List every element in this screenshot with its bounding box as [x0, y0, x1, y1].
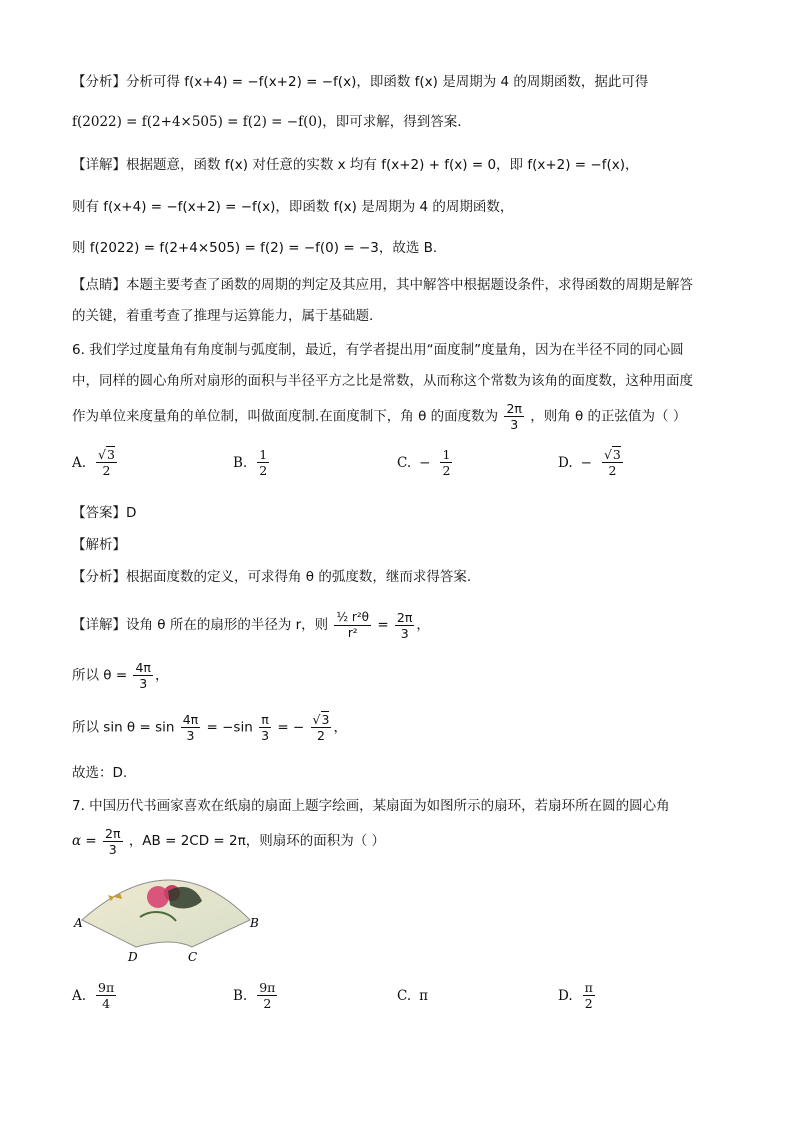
- fan-label-a: A: [74, 916, 83, 930]
- comment-line-2: 的关键，着重考查了推理与运算能力，属于基础题.: [72, 308, 374, 324]
- q6-option-a-label: A.: [72, 454, 87, 471]
- q6-line-3-post: ，则角 θ 的正弦值为（ ）: [530, 408, 687, 425]
- detail-line-2: 则有 f(x+4) = −f(x+2) = −f(x)，即函数 f(x) 是周期为 4 的周期函数，: [72, 199, 514, 215]
- q6-analysis: 【分析】根据面度数的定义，可求得角 θ 的弧度数，继而求得答案.: [72, 569, 472, 585]
- q7-option-a-label: A.: [72, 987, 87, 1004]
- q6-detail: 【详解】设角 θ 所在的扇形的半径为 r，则 $\frac{\text{½ r²θ}}{\text{r²}}$ = $\frac{2\pi}{3}$ ，: [72, 609, 430, 641]
- q6-therefore-2-pre: 所以 sin θ = sin: [72, 719, 175, 736]
- q6-line-3-pre: 作为单位来度量角的单位制，叫做面度制.在面度制下，角 θ 的面度数为: [72, 408, 499, 425]
- q7-option-b: B. $\frac{9\pi}{2}$: [233, 980, 276, 1011]
- fan-label-b: B: [250, 916, 259, 930]
- q6-option-c-label: C.: [397, 454, 412, 471]
- q6-option-d: D. − $\frac{√3}{2}$: [558, 447, 621, 478]
- analysis-line-1: 【分析】分析可得 f(x+4) = −f(x+2) = −f(x)，即函数 f(x) 是周期为 4 的周期函数，据此可得: [72, 74, 649, 90]
- q6-detail-pre: 【详解】设角 θ 所在的扇形的半径为 r，则: [72, 617, 329, 633]
- q7-option-d-label: D.: [558, 987, 573, 1004]
- q6-option-b: B. $\frac{1}{2}$: [233, 447, 268, 478]
- q7-line-2: α = $\frac{2\pi}{3}$ ，AB = 2CD = 2π，则扇环的面积为（ ）: [72, 825, 386, 857]
- q7-option-b-label: B.: [233, 987, 248, 1004]
- q7-option-c-label: C.: [397, 988, 412, 1004]
- q6-line-3: [72, 401, 686, 432]
- q6-conclusion: 故选：D.: [72, 765, 128, 781]
- q6-therefore-2: 所以 sin θ = sin $\frac{4\pi}{3}$ = −sin $\frac{\pi}{3}$ = − $\frac{√3}{2}$ ，: [72, 712, 347, 743]
- comment-line-1: 【点睛】本题主要考查了函数的周期的判定及其应用，其中解答中根据题设条件，求得函数的周期是解答: [72, 277, 693, 293]
- detail-line-1: 【详解】根据题意，函数 f(x) 对任意的实数 x 均有 f(x+2) + f(x) = 0，即 f(x+2) = −f(x)，: [72, 157, 639, 173]
- q6-line-2: 中，同样的圆心角所对扇形的面积与半径平方之比是常数，从而称这个常数为该角的面度数，这种用面度: [72, 373, 693, 389]
- fan-figure: [72, 865, 272, 965]
- detail-line-3: 则 f(2022) = f(2+4×505) = f(2) = −f(0) = −3，故选 B.: [72, 240, 438, 256]
- q6-option-c: C. − $\frac{1}{2}$: [397, 447, 451, 478]
- q6-line-1: 6. 我们学过度量角有角度制与弧度制，最近，有学者提出用“面度制”度量角，因为在半径不同的同心圆: [72, 342, 684, 358]
- q6-answer: 【答案】D: [72, 505, 137, 521]
- q6-option-d-label: D.: [558, 454, 573, 471]
- q6-jiexi: 【解析】: [72, 537, 126, 553]
- fan-label-c: C: [188, 950, 198, 964]
- q6-therefore-1: 所以 θ = $\frac{4\pi}{3}$ ，: [72, 660, 169, 691]
- q7-option-c: [397, 988, 428, 1004]
- q7-option-c-value: π: [419, 988, 429, 1004]
- analysis-line-2: f(2022) = f(2+4×505) = f(2) = −f(0)，即可求解，得到答案.: [72, 114, 462, 130]
- q6-therefore-1-pre: 所以 θ =: [72, 667, 128, 684]
- q6-option-b-label: B.: [233, 454, 248, 471]
- q7-option-d: D. $\frac{\pi}{2}$: [558, 980, 593, 1011]
- q6-fraction: $\frac{2\pi}{3}$: [506, 401, 522, 432]
- q6-option-a: A. $\frac{√3}{2}$: [72, 447, 115, 478]
- q7-line-1: 7. 中国历代书画家喜欢在纸扇的扇面上题字绘画，某扇面为如图所示的扇环，若扇环所在圆的圆心角: [72, 798, 670, 814]
- q7-line-2-post: ，AB = 2CD = 2π，则扇环的面积为（ ）: [128, 833, 386, 849]
- q7-option-a: A. $\frac{9\pi}{4}$: [72, 980, 115, 1011]
- fan-label-d: D: [128, 950, 138, 964]
